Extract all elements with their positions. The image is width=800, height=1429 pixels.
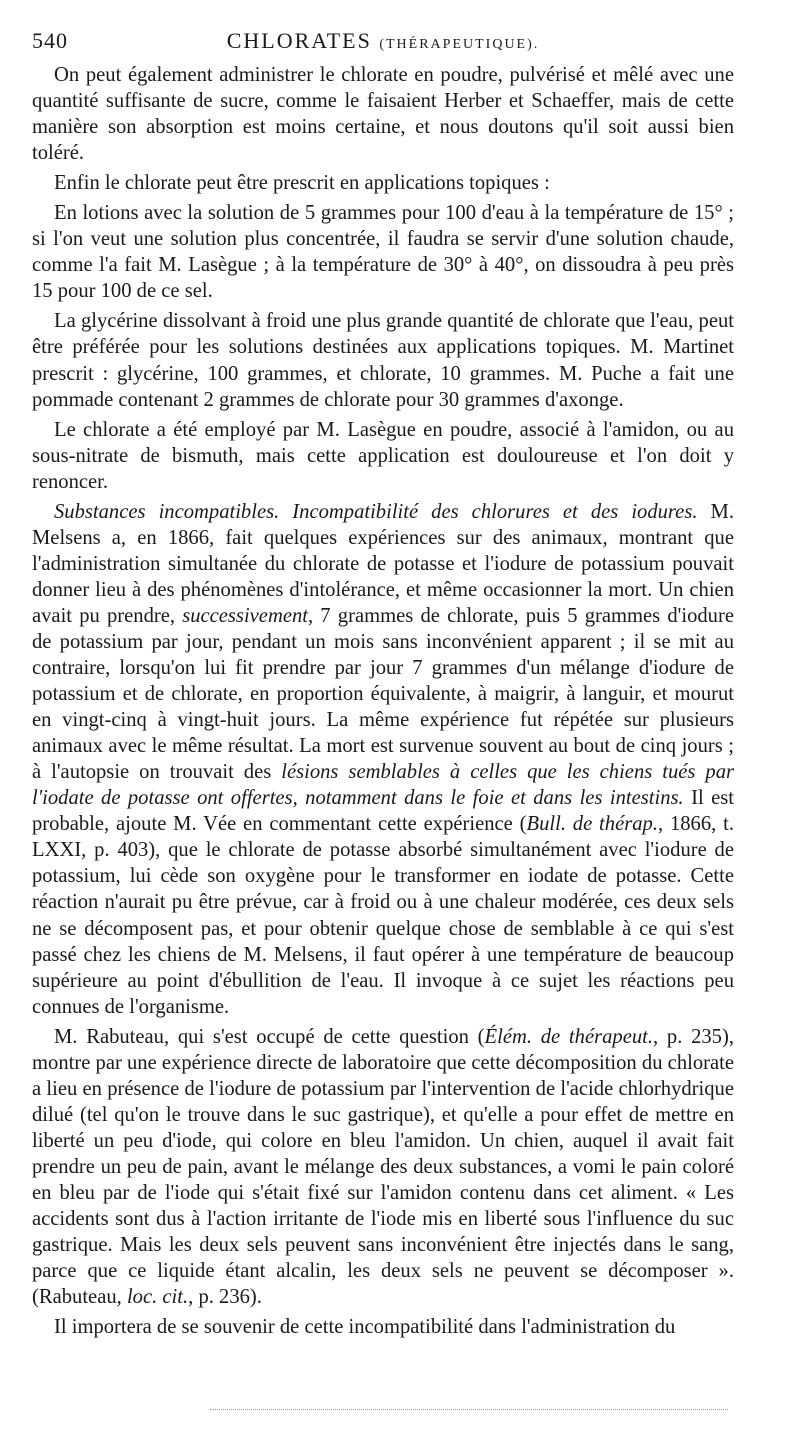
paragraph-text: , p. 236). — [188, 1286, 262, 1309]
citation-title: Bull. de thérap. — [526, 813, 658, 836]
paragraph-text: La glycérine dissolvant à froid une plus grande quantité de chlorate que l'eau, peut être préférée pour les solutions destinées aux applications topiques. M. Martinet prescrit : glycérine, 100 grammes, et chlorate, 10 grammes. M. Puche a fait une pommade contenant 2 grammes de chlorate pour 30 grammes d'axonge. — [32, 310, 734, 411]
paragraph-rabuteau — [32, 1024, 734, 1311]
paragraph-text: Enfin le chlorate peut être prescrit en applications topiques : — [54, 172, 550, 195]
paragraph-text: Il est probable, ajoute M. Vée en commentant cette expérience ( — [32, 787, 734, 836]
running-header — [32, 28, 734, 58]
paragraph-topical — [32, 170, 734, 196]
paragraph-closing — [32, 1314, 734, 1340]
paragraph-glycerine — [32, 308, 734, 412]
paragraph-text: Le chlorate a été employé par M. Lasègue en poudre, associé à l'amidon, ou au sous-nitrate de bismuth, mais cette application est douloureuse et l'on doit y renoncer. — [32, 418, 734, 493]
citation-title: loc. cit. — [126, 1286, 189, 1309]
paragraph-text: En lotions avec la solution de 5 grammes pour 100 d'eau à la température de 15° ; si l'on veut une solution plus concentrée, il faudra se servir d'une solution chaude, comme l'a fait M. Lasègue ; à la température de 30° à 40°, on dissoudra à peu près 15 pour 100 de ce sel. — [32, 202, 734, 303]
running-title — [32, 28, 734, 54]
emphasis-text: lésions semblables à celles que les chiens tués par l'iodate de potasse ont offertes, notamment dans le foie et dans les intestins. — [32, 761, 735, 810]
paragraph-text: , 1866, t. LXXI, p. 403), que le chlorate de potasse absorbé simultanément avec l'iodure de potassium, lui cède son oxygène pour le transformer en iodate de potasse. Cette réaction n'aurait pu être prévue, car à froid ou à une chaleur modérée, ces deux sels ne se décomposent pas, et pour obtenir quelque chose de semblable à ce qui s'est passé chez les chiens de M. Melsens, il faut opérer à une température de beaucoup supérieure au point d'ébullition de l'eau. Il invoque à ce sujet les réactions peu connues de l'organisme. — [32, 813, 734, 1018]
paragraph-text: On peut également administrer le chlorate en poudre, pulvérisé et mêlé avec une quantité suffisante de sucre, comme le faisaient Herber et Schaeffer, mais de cette manière son absorption est moins certaine, et nous doutons qu'il soit aussi bien toléré. — [32, 64, 734, 165]
running-title-subtitle: (THÉRAPEUTIQUE). — [379, 37, 540, 52]
paragraph-text: M. Rabuteau, qui s'est occupé de cette question ( — [54, 1025, 485, 1048]
paragraph-text: , p. 235), montre par une expérience directe de laboratoire que cette décomposition du chlorate a lieu en présence de l'iodure de potassium par l'intervention de l'acide chlorhydrique dilué (tel qu'on le trouve dans le suc gastrique), et qu'elle a pour effet de mettre en liberté un peu d'iode, qui colore en bleu l'amidon. Un chien, auquel il avait fait prendre un peu de pain, avant le mélange des deux substances, a vomi le pain coloré en bleu par de l'iode qui s'était fixé sur l'amidon contenu dans cet aliment. « Les accidents sont dus à l'action irritante de l'iode mis en liberté sous l'influence du suc gastrique. Mais les deux sels peuvent sans inconvénient être injectés dans le sang, parce que ce liquide étant alcalin, les deux sels ne peuvent se décomposer ». (Rabuteau, — [32, 1025, 734, 1309]
paragraph-text: M. Melsens a, en 1866, fait quelques expériences sur des animaux, montrant que l'administration simultanée du chlorate de potasse et l'iodure de potassium pouvait donner lieu à des phénomènes d'intolérance, et même occasionner la mort. Un chien avait pu prendre, — [32, 500, 735, 627]
paragraph-lotions — [32, 200, 734, 304]
footer-divider — [210, 1409, 728, 1410]
section-heading-italic: Substances incompatibles. Incompatibilité des chlorures et des iodures. — [54, 500, 698, 523]
citation-title: Élém. de thérapeut. — [484, 1025, 653, 1048]
paragraph-powder — [32, 62, 734, 166]
page-body — [32, 62, 734, 1344]
paragraph-incompatibles — [32, 499, 734, 1020]
paragraph-text: Il importera de se souvenir de cette incompatibilité dans l'administration du — [54, 1316, 676, 1339]
paragraph-lasegue-powder — [32, 417, 734, 495]
emphasis-text: successivement — [182, 604, 308, 627]
paragraph-text: , 7 grammes de chlorate, puis 5 grammes d'iodure de potassium par jour, pendant un mois sans inconvénient apparent ; il se mit au contraire, lorsqu'on lui fit prendre par jour 7 grammes d'un mélange d'iodure de potassium et de chlorate, en proportion équivalente, à maigrir, à languir, et mourut en vingt-cinq à vingt-huit jours. La même expérience fut répétée sur plusieurs animaux avec le même résultat. La mort est survenue souvent au bout de cinq jours ; à l'autopsie on trouvait des — [32, 604, 734, 784]
running-title-main: CHLORATES — [226, 28, 372, 53]
page-number: 540 — [32, 28, 68, 53]
